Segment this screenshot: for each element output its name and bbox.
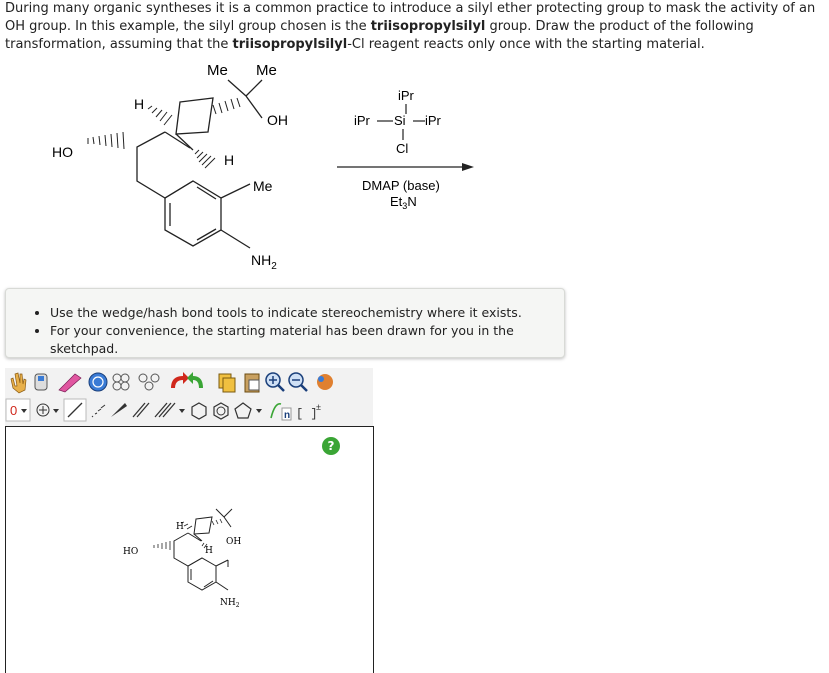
h-label-1: H — [134, 96, 145, 112]
hydroxyl-label: OH — [267, 112, 288, 128]
chevron-down-icon — [256, 409, 262, 413]
svg-text:±: ± — [316, 402, 321, 412]
starting-material-drawing[interactable] — [6, 427, 373, 673]
help-button[interactable]: ? — [322, 437, 340, 455]
methyl-label-1: Me — [207, 62, 228, 79]
clean-icon[interactable] — [317, 374, 333, 390]
hint-item: • Use the wedge/hash bond tools to indicate stereochemistry where it exists. — [50, 304, 564, 322]
paste-icon[interactable] — [245, 374, 259, 392]
chevron-down-icon — [179, 409, 185, 413]
svg-text:[ ]: [ ] — [296, 407, 318, 421]
question-part2: group. Draw the product of the following transformation, assuming that the — [5, 19, 754, 52]
bracket-tool[interactable] — [296, 402, 321, 421]
zoom-out-icon[interactable] — [289, 373, 307, 391]
methyl-label-3: Me — [253, 178, 273, 194]
hash-bond-tool[interactable] — [92, 405, 105, 417]
reagent-ipr-top: iPr — [398, 88, 414, 103]
sketchpad-toolbar — [5, 368, 373, 427]
reaction-arrow — [462, 163, 474, 171]
hint-item: • For your convenience, the starting material has been drawn for you in the sketchpad. — [50, 322, 564, 358]
charge-selector[interactable] — [6, 399, 30, 421]
wedge-bond-tool[interactable] — [111, 403, 127, 417]
question-bold2: triisopropylsilyl — [232, 37, 348, 52]
chevron-down-icon — [53, 409, 59, 413]
mini-h-label-1: H — [176, 522, 184, 532]
mini-amine-label: $NH_2$ — [220, 598, 240, 609]
condition-et3n: $Et_3N$ — [390, 194, 417, 211]
ring-template-icon[interactable] — [89, 373, 107, 391]
single-bond-tool[interactable] — [64, 399, 86, 421]
methyl-label-2: Me — [256, 62, 277, 79]
svg-text:n: n — [284, 410, 291, 421]
condition-dmap: DMAP (base) — [362, 178, 440, 193]
cyclohexane-tool[interactable] — [192, 403, 206, 419]
reagent-ipr-right: iPr — [425, 113, 441, 128]
question-bold1: triisopropylsilyl — [370, 19, 486, 34]
reaction-scheme — [0, 58, 829, 278]
fragment-template-icon[interactable] — [113, 374, 129, 390]
hand-icon[interactable] — [11, 373, 26, 393]
reagent-ipr-left: iPr — [354, 113, 370, 128]
h-label-2: H — [224, 152, 235, 168]
question-text — [5, 0, 825, 54]
eraser-icon[interactable] — [59, 374, 81, 392]
lasso-icon[interactable] — [35, 374, 47, 390]
hint-box — [5, 288, 565, 358]
zoom-in-icon[interactable] — [266, 373, 284, 391]
benzene-tool[interactable] — [214, 403, 228, 419]
double-bond-tool[interactable] — [133, 403, 149, 417]
reagent-cl: Cl — [396, 141, 409, 156]
mini-oh-label: OH — [226, 537, 242, 547]
chain-template-icon[interactable] — [139, 374, 159, 390]
ho-label: HO — [52, 144, 73, 160]
mini-h-label-2: H — [205, 546, 213, 556]
cyclopentane-tool[interactable] — [235, 403, 262, 418]
amine-label: $NH_2$ — [251, 252, 277, 272]
question-part1: During many organic syntheses it is a common practice to introduce a silyl ether protecting group to mask the activity of an OH group. In this example, the silyl group chosen is the — [5, 1, 816, 34]
redo-icon[interactable] — [187, 372, 203, 388]
question-part3: -Cl reagent reacts only once with the starting material. — [347, 37, 705, 52]
copy-icon[interactable] — [219, 374, 235, 392]
sketchpad-canvas[interactable] — [5, 426, 374, 673]
plus-charge-selector[interactable] — [37, 404, 59, 416]
undo-icon[interactable] — [171, 372, 189, 388]
mini-ho-label: HO — [123, 547, 139, 557]
triple-bond-tool[interactable] — [155, 403, 185, 417]
polymer-tool[interactable] — [271, 404, 291, 421]
svg-text:0: 0 — [10, 403, 18, 418]
reagent-si: Si — [394, 113, 406, 128]
